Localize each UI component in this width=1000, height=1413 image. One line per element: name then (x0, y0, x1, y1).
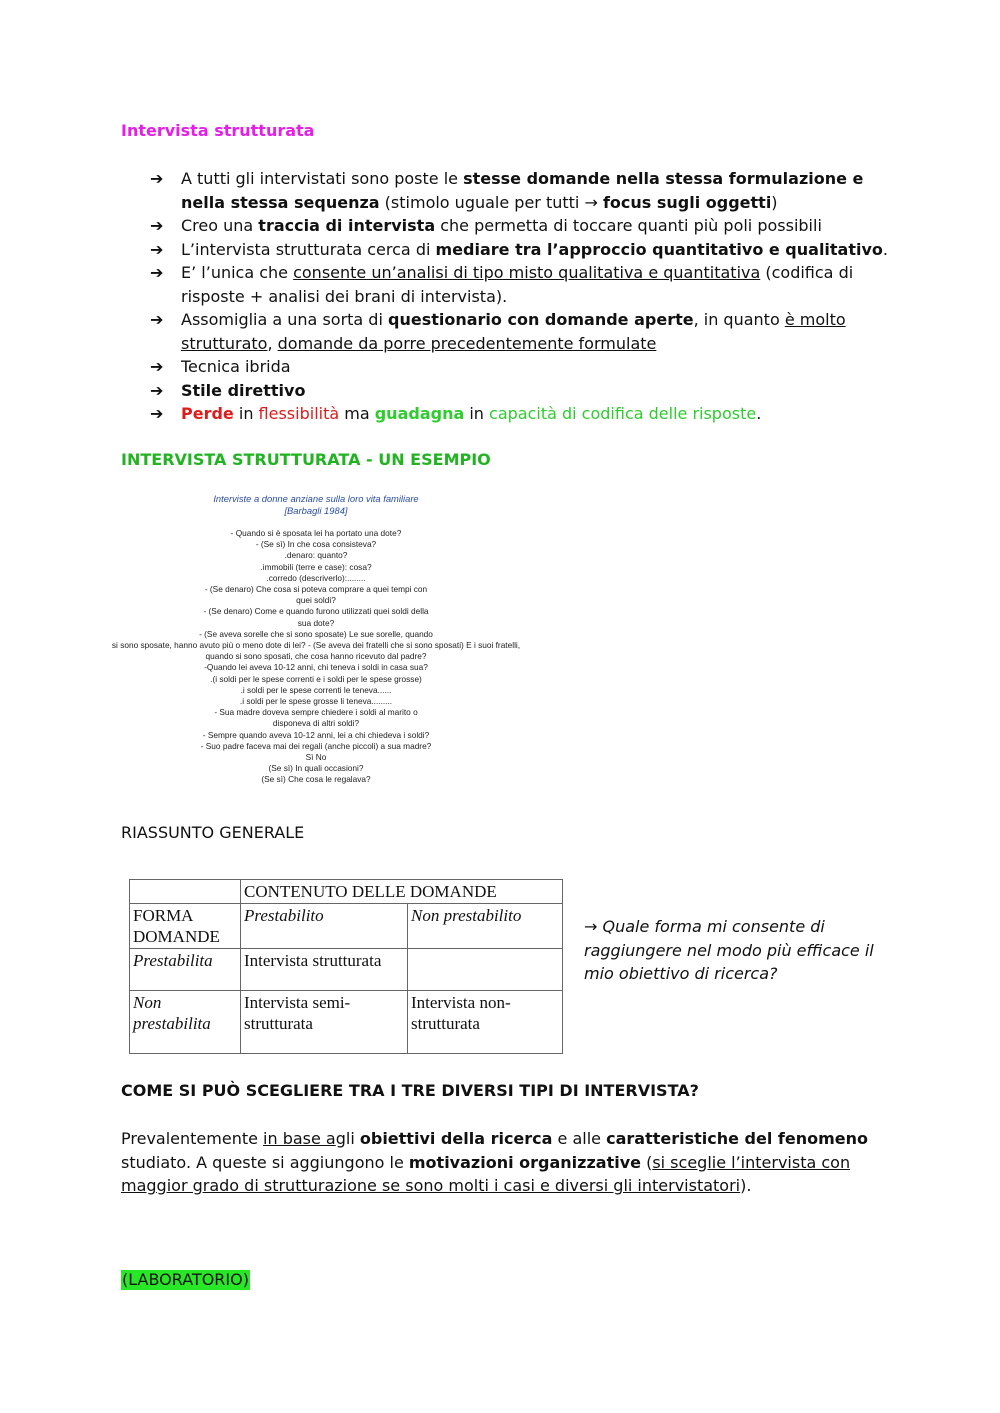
bold-text: obiettivi della ricerca (359, 1129, 553, 1148)
text: gli (335, 1129, 360, 1148)
text: ). (740, 1176, 752, 1195)
list-item (150, 167, 890, 214)
text: (stimolo uguale per tutti → (379, 192, 603, 212)
bold-text: mediare tra l’approccio quantitativo e qualitativo (435, 239, 883, 259)
scan-line: - Quando si è sposata lei ha portato una dote? (230, 528, 402, 538)
list-item (150, 379, 890, 403)
arrow-icon: ➔ (150, 357, 164, 376)
scan-subtitle: [Barbagli 1984] (284, 505, 348, 516)
scan-line: .i soldi per le spese grosse li teneva......... (239, 696, 393, 707)
scan-line: si sono sposate, hanno avuto più o meno dote di lei? - (Se aveva dei fratelli che si sono sposati) E i suoi fratelli, (111, 640, 521, 651)
scan-line: .denaro: quanto? (284, 550, 348, 561)
summary-table (129, 879, 563, 1054)
text: Creo una (181, 216, 259, 235)
bold-text: questionario con domande aperte (388, 310, 694, 329)
text: L’intervista strutturata cerca di (181, 239, 436, 259)
table-cell (408, 949, 563, 991)
text: flessibilità (258, 404, 340, 423)
list-item (150, 214, 890, 238)
text: A tutti gli intervistati sono poste le (181, 169, 464, 188)
scan-line: - (Se denaro) Come e quando furono utilizzati quei soldi della (203, 606, 429, 617)
text: in (464, 404, 490, 423)
section-title-riassunto: RIASSUNTO GENERALE (121, 823, 305, 842)
scan-line: - (Se aveva sorelle che si sono sposate) Le sue sorelle, quando (199, 628, 433, 639)
arrow-icon: ➔ (150, 380, 164, 400)
section-title-intervista-strutturata: Intervista strutturata (121, 121, 315, 140)
scan-line: sua dote? (297, 617, 335, 628)
bold-text: caratteristiche del fenomeno (606, 1129, 868, 1148)
scan-line: - (Se denaro) Che cosa si poteva comprare a quei tempi con (204, 584, 428, 595)
scan-line: .(i soldi per le spese correnti e i soldi per le spese grosse) (210, 673, 422, 684)
table-cell: Intervista semi-strutturata (241, 991, 408, 1054)
table-row-non-prestabilita: Non prestabilita (130, 991, 241, 1054)
arrow-icon: ➔ (150, 310, 164, 329)
table-cell-empty (130, 880, 241, 904)
bold-text: Stile direttivo (181, 380, 306, 400)
text: , (267, 333, 278, 353)
table-cell: Intervista strutturata (241, 949, 408, 991)
underlined-text: è molto strutturato (181, 310, 846, 353)
text: Tecnica ibrida (181, 357, 291, 376)
bold-text: stesse domande nella stessa formulazione e nella stessa sequenza (181, 169, 864, 212)
text: studiato. A queste si aggiungono le (121, 1152, 409, 1172)
scan-line: - (Se sì) In che cosa consisteva? (255, 539, 377, 550)
scan-line: .immobili (terre e case): cosa? (260, 561, 372, 572)
scan-line: quei soldi? (296, 595, 336, 606)
text: ma (339, 404, 375, 423)
bold-text: Perde (181, 404, 234, 423)
text: . (882, 239, 888, 259)
list-item (150, 261, 890, 308)
scan-line: -Quando lei aveva 10-12 anni, chi teneva i soldi in casa sua? (204, 662, 428, 673)
text: in (233, 404, 259, 423)
table-header-forma: FORMA DOMANDE (130, 904, 241, 949)
side-note: → Quale forma mi consente di raggiungere nel modo più efficace il mio obiettivo di ricerca? (584, 917, 874, 983)
list-item (150, 402, 890, 426)
bold-text: traccia di intervista (258, 216, 436, 235)
laboratorio-label: (LABORATORIO) (122, 1270, 249, 1289)
underlined-text: si sceglie l’intervista con maggior grado di strutturazione se sono molti i casi e diversi gli intervistatori (121, 1152, 851, 1195)
scan-line: - Suo padre faceva mai dei regali (anche piccoli) a sua madre? (200, 740, 432, 751)
text: e alle (552, 1129, 607, 1148)
text: ( (640, 1152, 653, 1172)
list-item (150, 238, 890, 262)
scan-line: (Se sì) Che cosa le regalava? (261, 774, 371, 785)
table-header-contenuto: CONTENUTO DELLE DOMANDE (241, 880, 563, 904)
scan-line: disponeva di altri soldi? (272, 718, 360, 729)
arrow-icon: ➔ (150, 404, 164, 423)
text: Assomiglia a una sorta di (181, 310, 388, 329)
scan-line: - Sempre quando aveva 10-12 anni, lei a chi chiedeva i soldi? (202, 729, 430, 740)
table-cell: Intervista non-strutturata (408, 991, 563, 1054)
bold-text: guadagna (374, 404, 465, 423)
scan-line: quando si sono sposati, che cosa hanno ricevuto dal padre? (205, 651, 427, 662)
table-col-non-prestabilito: Non prestabilito (408, 904, 563, 949)
underlined-text: consente un’analisi di tipo misto qualitativa e quantitativa (293, 263, 761, 282)
scanned-interview-excerpt (111, 493, 521, 786)
scan-line: .corredo (descriverlo):........ (266, 572, 366, 583)
bold-text: motivazioni organizzative (408, 1152, 641, 1172)
question-heading: COME SI PUÒ SCEGLIERE TRA I TRE DIVERSI TIPI DI INTERVISTA? (121, 1081, 699, 1100)
scan-line: Sì No (305, 752, 327, 763)
arrow-icon: ➔ (150, 216, 164, 235)
text: , in quanto (693, 310, 785, 329)
arrow-icon: ➔ (150, 263, 164, 282)
list-item (150, 308, 890, 355)
arrow-icon: ➔ (150, 169, 164, 188)
table-row-prestabilita: Prestabilita (130, 949, 241, 991)
list-item (150, 355, 890, 379)
underlined-text: in base a (263, 1129, 336, 1148)
table-col-prestabilito: Prestabilito (241, 904, 408, 949)
text: . (756, 404, 762, 423)
scan-line: - Sua madre doveva sempre chiedere i soldi al marito o (214, 707, 418, 718)
text: capacità di codifica delle risposte (489, 404, 757, 423)
arrow-icon: ➔ (150, 239, 164, 259)
bold-text: focus sugli oggetti (602, 192, 772, 212)
text: ) (771, 192, 778, 212)
scan-line: (Se sì) In quali occasioni? (268, 763, 364, 774)
scan-line: .i soldi per le spese correnti le teneva...... (240, 684, 392, 695)
underlined-text: domande da porre precedentemente formulate (277, 333, 657, 353)
bullet-list (150, 167, 890, 426)
answer-paragraph (121, 1127, 881, 1198)
text: E’ l’unica che (181, 263, 294, 282)
text: Prevalentemente (121, 1129, 264, 1148)
scan-title: Interviste a donne anziane sulla loro vita familiare (213, 493, 419, 504)
text: (codifica di risposte + analisi dei brani di intervista). (181, 263, 854, 306)
text: che permetta di toccare quanti più poli possibili (435, 216, 822, 235)
scan-lines (111, 528, 521, 786)
section-title-esempio: INTERVISTA STRUTTURATA - UN ESEMPIO (121, 450, 491, 469)
